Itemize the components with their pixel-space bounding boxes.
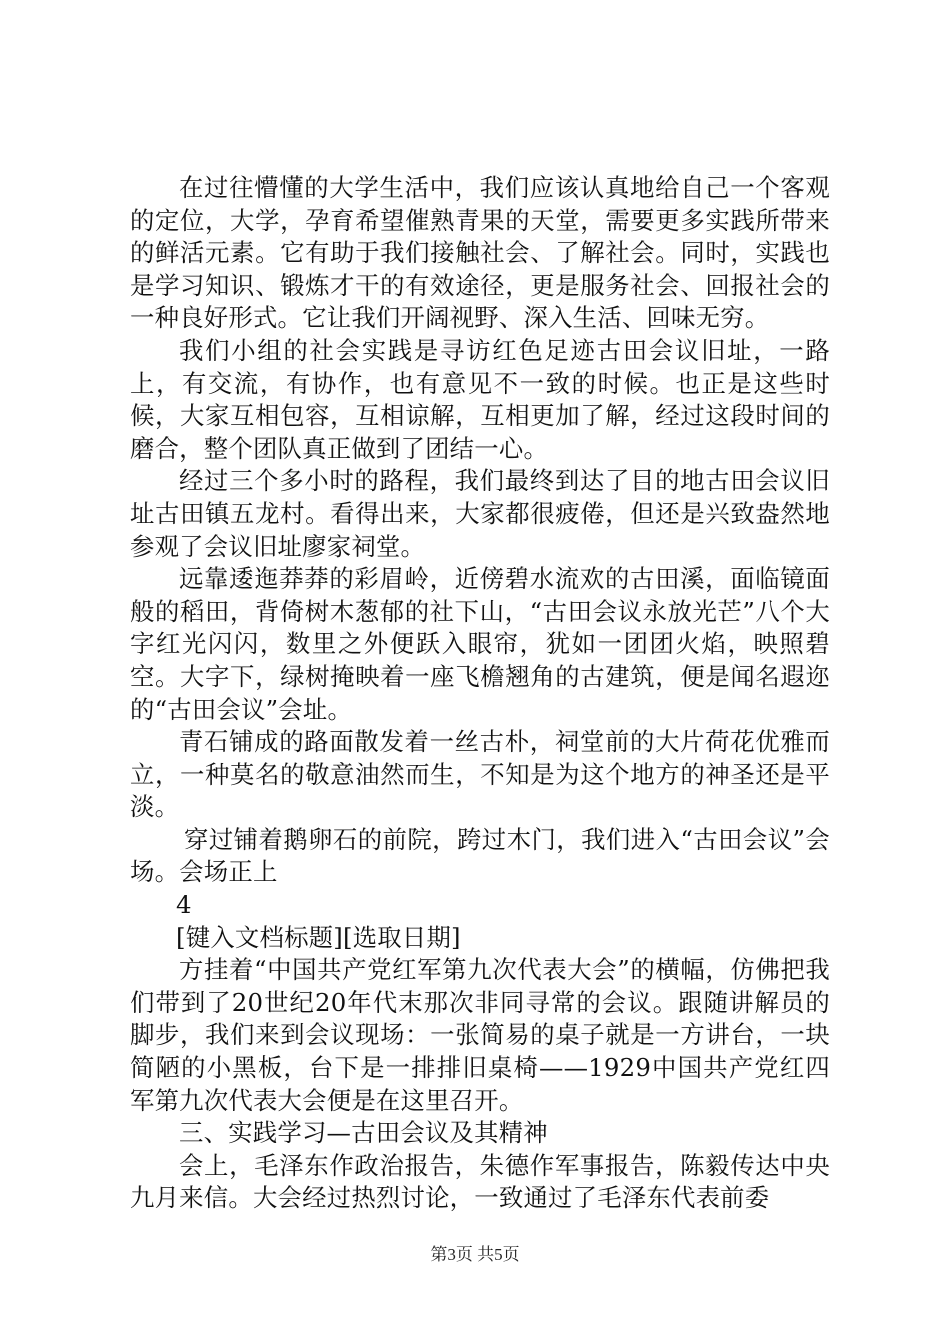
paragraph: 经过三个多小时的路程，我们最终到达了目的地古田会议旧址古田镇五龙村。看得出来，大家都很疲倦，但还是兴致盎然地参观了会议旧址廖家祠堂。 — [130, 466, 830, 561]
paragraph: 青石铺成的路面散发着一丝古朴，祠堂前的大片荷花优雅而立，一种莫名的敬意油然而生，不知是为这个地方的神圣还是平淡。 — [130, 727, 830, 822]
section-heading: 三、实践学习—古田会议及其精神 — [179, 1118, 548, 1148]
header-placeholder: [键入文档标题][选取日期] — [176, 922, 461, 952]
paragraph: 我们小组的社会实践是寻访红色足迹古田会议旧址，一路上，有交流，有协作，也有意见不一致的时候。也正是这些时候，大家互相包容，互相谅解，互相更加了解，经过这段时间的磨合，整个团队真正做到了团结一心。 — [130, 335, 830, 463]
paragraph: 会上，毛泽东作政治报告，朱德作军事报告，陈毅传达中央九月来信。大会经过热烈讨论，一致通过了毛泽东代表前委 — [130, 1150, 830, 1213]
paragraph: 穿过铺着鹅卵石的前院，跨过木门，我们进入“古田会议”会场。会场正上 — [130, 824, 830, 887]
page-footer: 第3页 共5页 — [430, 1245, 520, 1264]
paragraph: 在过往懵懂的大学生活中，我们应该认真地给自己一个客观的定位，大学，孕育希望催熟青果的天堂，需要更多实践所带来的鲜活元素。它有助于我们接触社会、了解社会。同时，实践也是学习知识、锻炼才干的有效途径，更是服务社会、回报社会的一种良好形式。它让我们开阔视野、深入生活、回味无穷。 — [130, 173, 830, 333]
paragraph: 远靠逶迤莽莽的彩眉岭，近傍碧水流欢的古田溪，面临镜面般的稻田，背倚树木葱郁的社下山，“古田会议永放光芒”八个大字红光闪闪，数里之外便跃入眼帘，犹如一团团火焰，映照碧空。大字下，绿树掩映着一座飞檐翘角的古建筑，便是闻名遐迩的“古田会议”会址。 — [130, 564, 830, 724]
paragraph: 方挂着“中国共产党红军第九次代表大会”的横幅，仿佛把我们带到了20世纪20年代末那次非同寻常的会议。跟随讲解员的脚步，我们来到会议现场：一张简易的桌子就是一方讲台，一块简陋的小黑板，台下是一排排旧桌椅——1929中国共产党红四军第九次代表大会便是在这里召开。 — [130, 955, 830, 1115]
document-body — [130, 172, 830, 1215]
page-number-marker: 4 — [176, 890, 192, 920]
